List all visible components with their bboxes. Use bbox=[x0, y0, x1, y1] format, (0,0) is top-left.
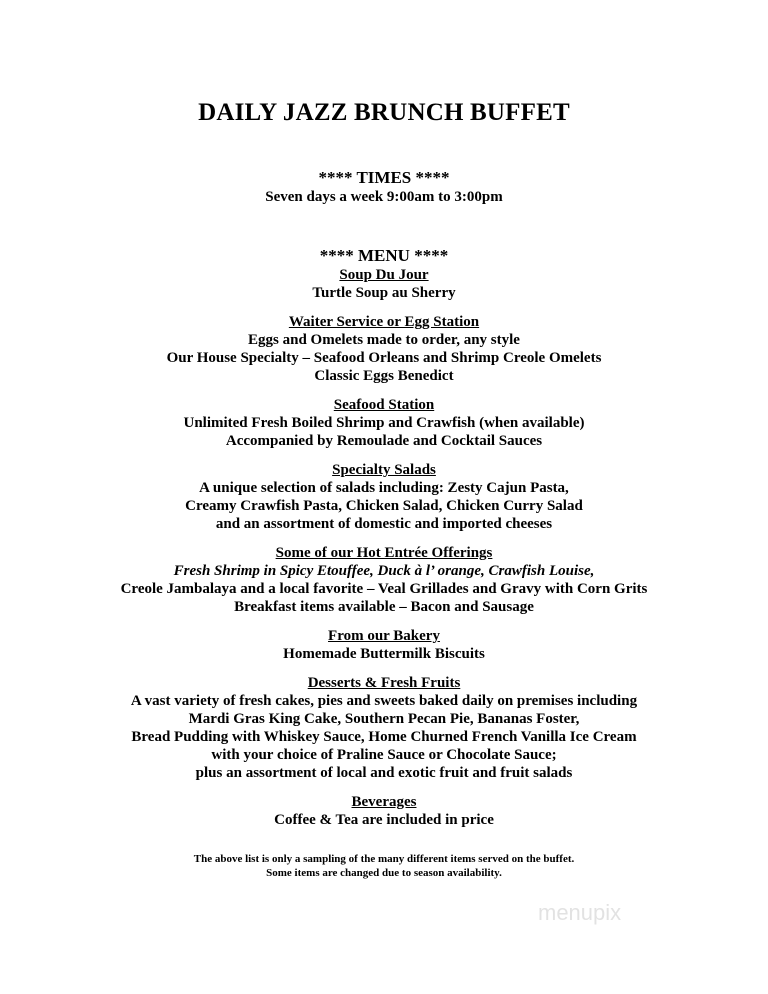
section-heading-salads: Specialty Salads bbox=[332, 462, 436, 478]
section-heading-bakery: From our Bakery bbox=[328, 628, 440, 644]
desserts-line-3: Bread Pudding with Whiskey Sauce, Home Churned French Vanilla Ice Cream bbox=[131, 729, 637, 745]
entrees-line-1: Fresh Shrimp in Spicy Etouffee, Duck à l’ orange, Crawfish Louise, bbox=[173, 563, 595, 579]
times-marker: **** TIMES **** bbox=[318, 168, 450, 187]
watermark-text: menupix bbox=[538, 900, 622, 925]
section-heading-desserts: Desserts & Fresh Fruits bbox=[307, 675, 461, 691]
section-heading-hot-entrees: Some of our Hot Entrée Offerings bbox=[275, 545, 493, 561]
footnote-line-1: The above list is only a sampling of the many different items served on the buffet. bbox=[193, 853, 575, 865]
seafood-line-1: Unlimited Fresh Boiled Shrimp and Crawfish (when available) bbox=[183, 415, 585, 431]
section-soup bbox=[0, 266, 768, 302]
section-heading-seafood: Seafood Station bbox=[333, 397, 435, 413]
times-section bbox=[0, 168, 768, 206]
beverages-line-1: Coffee & Tea are included in price bbox=[274, 812, 494, 828]
section-hot-entrees bbox=[0, 544, 768, 616]
bakery-line-1: Homemade Buttermilk Biscuits bbox=[283, 646, 485, 662]
section-heading-egg-station: Waiter Service or Egg Station bbox=[288, 314, 480, 330]
section-heading-beverages: Beverages bbox=[351, 794, 417, 810]
desserts-line-1: A vast variety of fresh cakes, pies and sweets baked daily on premises including bbox=[130, 693, 638, 709]
salads-line-3: and an assortment of domestic and imported cheeses bbox=[215, 516, 553, 532]
times-detail: Seven days a week 9:00am to 3:00pm bbox=[265, 189, 503, 205]
footnote bbox=[0, 852, 768, 880]
entrees-line-2: Creole Jambalaya and a local favorite – Veal Grillades and Gravy with Corn Grits bbox=[120, 581, 648, 597]
desserts-line-2: Mardi Gras King Cake, Southern Pecan Pie, Bananas Foster, bbox=[188, 711, 580, 727]
egg-line-2: Our House Specialty – Seafood Orleans and Shrimp Creole Omelets bbox=[166, 350, 602, 366]
section-beverages bbox=[0, 793, 768, 829]
menu-marker: **** MENU **** bbox=[319, 246, 449, 265]
section-bakery bbox=[0, 627, 768, 663]
section-salads bbox=[0, 461, 768, 533]
menu-section bbox=[0, 246, 768, 829]
section-heading-soup: Soup Du Jour bbox=[339, 267, 429, 283]
desserts-line-4: with your choice of Praline Sauce or Chocolate Sauce; bbox=[211, 747, 557, 763]
seafood-line-2: Accompanied by Remoulade and Cocktail Sauces bbox=[225, 433, 543, 449]
soup-line-1: Turtle Soup au Sherry bbox=[312, 285, 456, 301]
page-title: DAILY JAZZ BRUNCH BUFFET bbox=[198, 99, 570, 126]
section-egg-station bbox=[0, 313, 768, 385]
watermark-graphic bbox=[536, 898, 646, 928]
footnote-line-2: Some items are changed due to season availability. bbox=[266, 867, 502, 879]
egg-line-1: Eggs and Omelets made to order, any style bbox=[248, 332, 520, 348]
section-desserts bbox=[0, 674, 768, 782]
salads-line-1: A unique selection of salads including: Zesty Cajun Pasta, bbox=[199, 480, 569, 496]
entrees-line-3: Breakfast items available – Bacon and Sausage bbox=[234, 599, 534, 615]
desserts-line-5: plus an assortment of local and exotic fruit and fruit salads bbox=[195, 765, 573, 781]
section-seafood bbox=[0, 396, 768, 450]
menupix-watermark-logo bbox=[536, 898, 646, 928]
egg-line-3: Classic Eggs Benedict bbox=[314, 368, 454, 384]
salads-line-2: Creamy Crawfish Pasta, Chicken Salad, Chicken Curry Salad bbox=[185, 498, 583, 514]
